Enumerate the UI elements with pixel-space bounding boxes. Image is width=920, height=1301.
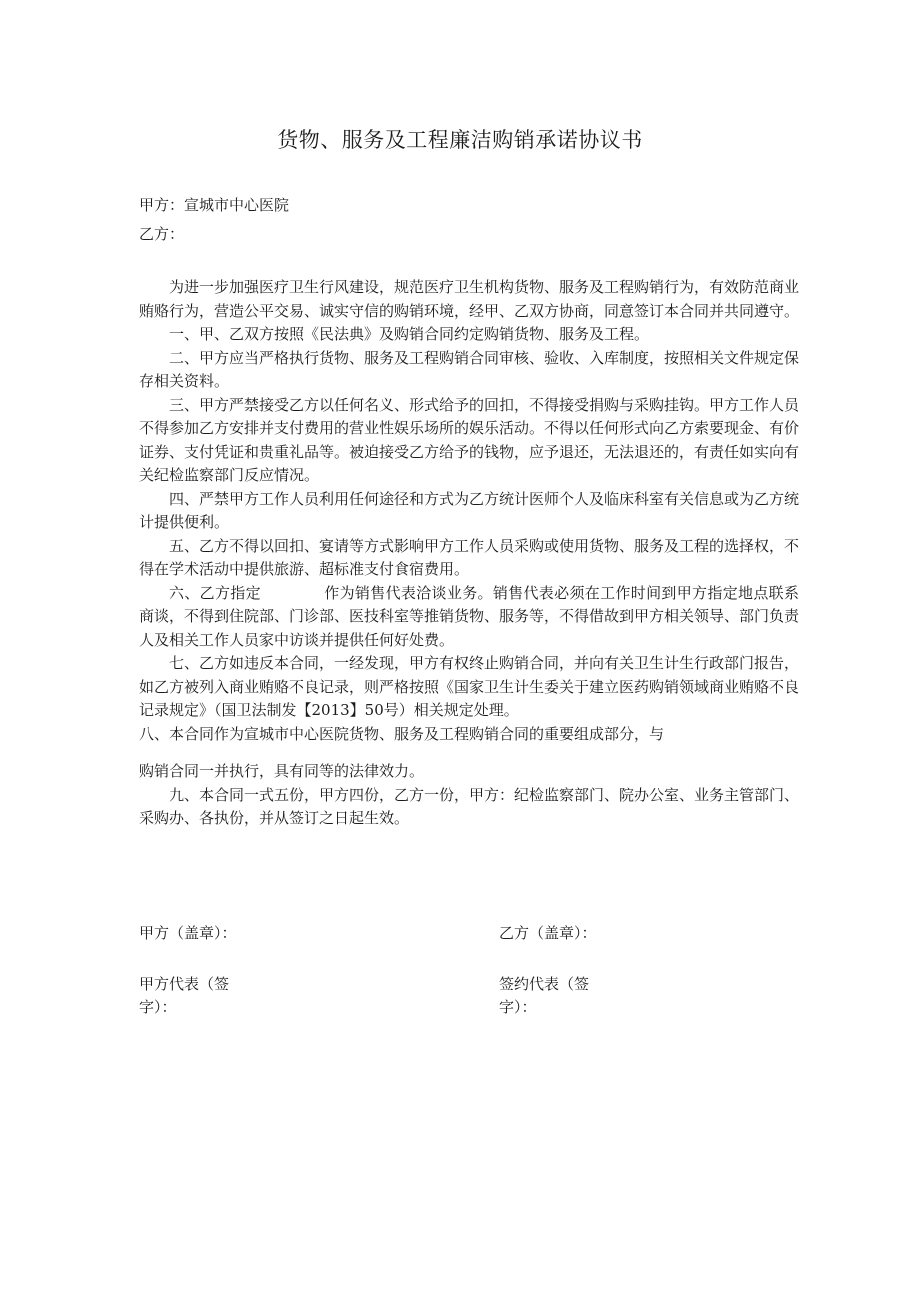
party-b-seal-label: 乙方（盖章）： — [499, 924, 597, 942]
clause-6-start: 六、乙方指定 — [169, 583, 261, 602]
clause-8-line-1: 八、本合同作为宣城市中心医院货物、服务及工程购销合同的重要组成部分，与 — [139, 724, 665, 743]
document-title: 货物、服务及工程廉洁购销承诺协议书 — [277, 128, 643, 152]
clause-6 — [139, 582, 799, 653]
clause-1: 一、甲、乙双方按照《民法典》及购销合同约定购销货物、服务及工程。 — [169, 325, 650, 343]
clause-8-line-2: 购销合同一并执行，具有同等的法律效力。 — [139, 762, 425, 780]
party-a-seal-label: 甲方（盖章）： — [139, 924, 237, 942]
clause-6-rest: 作为销售代表洽谈业务。销售代表必须在工作时间到甲方指定地点联系商谈，不得到住院部、门诊部、医技科室等推销货物、服务等，不得借故到甲方相关领导、部门负责人及相关工作人员家中访谈并提供任何好处费。 — [139, 583, 800, 649]
party-b-line: 乙方： — [139, 225, 185, 243]
intro-paragraph: 为进一步加强医疗卫生行风建设，规范医疗卫生机构货物、服务及工程购销行为，有效防范商业贿赂行为，营造公平交易、诚实守信的购销环境，经甲、乙双方协商，同意签订本合同并共同遵守。 — [139, 278, 800, 320]
clause-5: 五、乙方不得以回扣、宴请等方式影响甲方工作人员采购或使用货物、服务及工程的选择权，不得在学术活动中提供旅游、超标准支付食宿费用。 — [139, 536, 800, 578]
clause-4: 四、严禁甲方工作人员利用任何途径和方式为乙方统计医师个人及临床科室有关信息或为乙方统计提供便利。 — [139, 489, 800, 531]
party-a-rep-label: 甲方代表（签字）： — [139, 975, 230, 1016]
clause-2: 二、甲方应当严格执行货物、服务及工程购销合同审核、验收、入库制度，按照相关文件规定保存相关资料。 — [139, 348, 800, 390]
party-a-line: 甲方：宣城市中心医院 — [139, 196, 290, 214]
clause-3: 三、甲方严禁接受乙方以任何名义、形式给予的回扣，不得接受捐购与采购挂钩。甲方工作人员不得参加乙方安排并支付费用的营业性娱乐场所的娱乐活动。不得以任何形式向乙方索要现金、有价证券、支付凭证和贵重礼品等。被迫接受乙方给予的钱物，应予退还，无法退还的，有责任如实向有关纪检监察部门反应情况。 — [139, 395, 800, 484]
agreement-body — [139, 276, 799, 831]
clause-7: 七、乙方如违反本合同，一经发现，甲方有权终止购销合同，并向有关卫生计生行政部门报告，如乙方被列入商业贿赂不良记录，则严格按照《国家卫生计生委关于建立医药购销领域商业贿赂不良记录规定》（国卫法制发【2013】50号）相关规定处理。 — [139, 654, 800, 719]
party-b-rep-label: 签约代表（签字）： — [499, 975, 590, 1016]
clause-9: 九、本合同一式五份，甲方四份，乙方一份，甲方：纪检监察部门、院办公室、业务主管部门、采购办、各执份，并从签订之日起生效。 — [139, 785, 800, 827]
